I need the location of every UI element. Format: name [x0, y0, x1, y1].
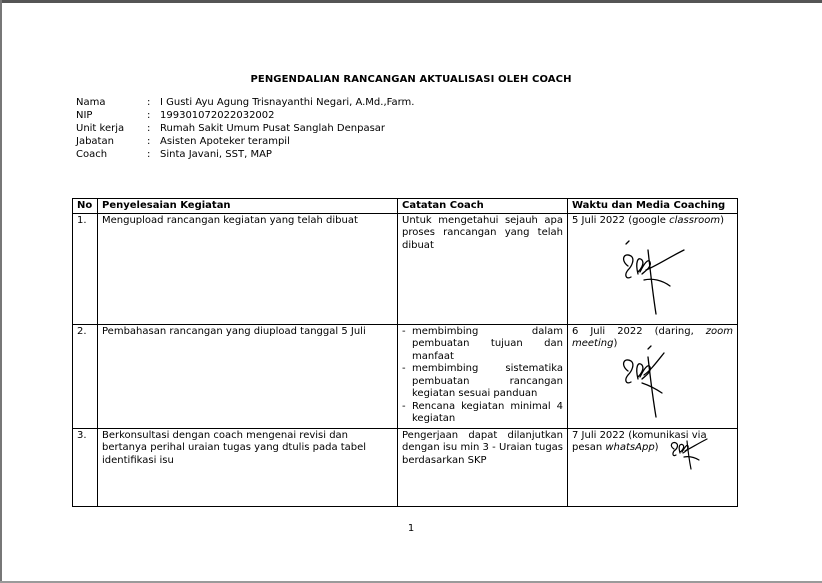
- info-colon: :: [147, 123, 151, 134]
- table-row: [73, 324, 738, 428]
- info-label: Unit kerja: [76, 123, 125, 134]
- row-coach-note: Pengerjaan dapat dilanjutkan dengan isu min 3 - Uraian tugas berdasarkan SKP: [398, 428, 568, 506]
- media-text: 6 Juli 2022 (daring,: [572, 325, 706, 337]
- window-left-border: [0, 0, 2, 583]
- info-label: Coach: [76, 149, 108, 160]
- row-media: [568, 213, 738, 324]
- window-top-border: [0, 0, 822, 3]
- row-number: 1.: [73, 213, 98, 324]
- info-value: Rumah Sakit Umum Pusat Sanglah Denpasar: [160, 123, 386, 134]
- media-text-end: ): [654, 442, 659, 453]
- info-row-nama: [76, 96, 414, 109]
- coach-signature-icon: [614, 236, 694, 324]
- info-row-nip: [76, 109, 414, 122]
- list-item: - membimbing dalam pembuatan tujuan dan manfaat: [402, 326, 563, 364]
- media-text-end: ): [720, 214, 724, 226]
- info-label: Jabatan: [76, 136, 114, 147]
- table-row: [73, 213, 738, 324]
- row-activity: Pembahasan rancangan yang diupload tanggal 5 Juli: [98, 324, 398, 428]
- media-text-italic: whatsApp: [605, 442, 655, 453]
- row-activity: Berkonsultasi dengan coach mengenai revisi dan bertanya perihal uraian tugas yang dtulis pada tabel identifikasi isu: [98, 428, 398, 506]
- info-colon: :: [147, 97, 151, 108]
- row-coach-note: [398, 324, 568, 428]
- coach-signature-icon: [668, 435, 712, 471]
- page-number: 1: [407, 523, 415, 534]
- info-value: I Gusti Ayu Agung Trisnayanthi Negari, A.Md.,Farm.: [160, 97, 415, 108]
- header-media: Waktu dan Media Coaching: [568, 199, 738, 214]
- table-row: [73, 428, 738, 506]
- row-activity: Mengupload rancangan kegiatan yang telah dibuat: [98, 213, 398, 324]
- coaching-table: [72, 198, 738, 507]
- page-title: PENGENDALIAN RANCANGAN AKTUALISASI OLEH COACH: [250, 74, 572, 85]
- header-coach-note: Catatan Coach: [398, 199, 568, 214]
- coach-signature-icon: [618, 345, 688, 425]
- info-value: Sinta Javani, SST, MAP: [160, 149, 272, 160]
- info-row-coach: [76, 148, 414, 161]
- info-row-jabatan: [76, 135, 414, 148]
- info-label: Nama: [76, 97, 106, 108]
- row-number: 3.: [73, 428, 98, 506]
- info-label: NIP: [76, 110, 93, 121]
- media-text-italic: zoom meeting: [572, 325, 733, 349]
- coach-note-list: [402, 326, 563, 426]
- media-text: 5 Juli 2022 (google: [572, 214, 670, 226]
- info-colon: :: [147, 149, 151, 160]
- identity-block: [76, 96, 414, 161]
- header-activity: Penyelesaian Kegiatan: [98, 199, 398, 214]
- row-media: [568, 428, 738, 506]
- row-number: 2.: [73, 324, 98, 428]
- media-text-italic: classroom: [669, 214, 721, 226]
- info-row-unit-kerja: [76, 122, 414, 135]
- header-no: No: [73, 199, 98, 214]
- row-coach-note: Untuk mengetahui sejauh apa proses rancangan yang telah dibuat: [398, 213, 568, 324]
- media-text-end: ): [613, 338, 618, 349]
- info-colon: :: [147, 110, 151, 121]
- table-header-row: [73, 199, 738, 214]
- info-value: 199301072022032002: [160, 110, 275, 121]
- list-item: - membimbing sistematika pembuatan rancangan kegiatan sesuai panduan: [402, 363, 563, 401]
- media-text: 7 Juli 2022 (komunikasi via pesan: [572, 429, 707, 453]
- info-colon: :: [147, 136, 151, 147]
- list-item: - Rencana kegiatan minimal 4 kegiatan: [402, 401, 563, 426]
- info-value: Asisten Apoteker terampil: [160, 136, 290, 147]
- row-media: [568, 324, 738, 428]
